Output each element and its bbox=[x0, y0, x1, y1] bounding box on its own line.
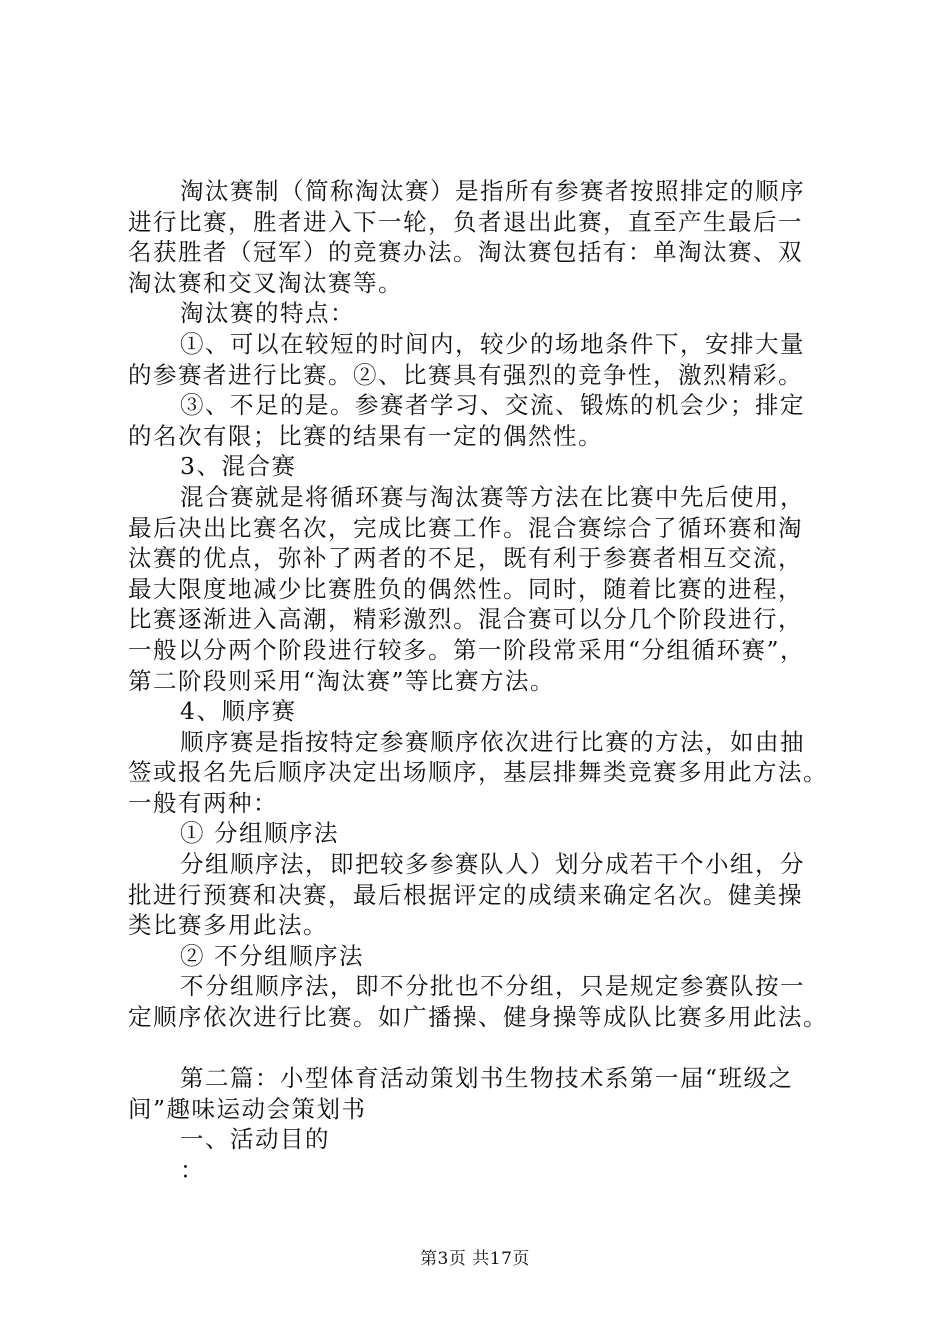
text-line: 一般以分两个阶段进行较多。第一阶段常采用“分组循环赛”， bbox=[128, 635, 806, 664]
text-line: 比赛逐渐进入高潮，精彩激烈。混合赛可以分几个阶段进行， bbox=[128, 605, 803, 634]
text-line: 定顺序依次进行比赛。如广播操、健身操等成队比赛多用此法。 bbox=[128, 1003, 828, 1032]
text-line: 名获胜者（冠军）的竞赛办法。淘汰赛包括有：单淘汰赛、双 bbox=[128, 238, 803, 267]
text-line: 批进行预赛和决赛，最后根据评定的成绩来确定名次。健美操 bbox=[128, 880, 803, 909]
text-line: 4、顺序赛 bbox=[180, 697, 297, 726]
text-line: 第二篇：小型体育活动策划书生物技术系第一届“班级之 bbox=[180, 1064, 794, 1093]
text-line: 分组顺序法，即把较多参赛队人）划分成若干个小组，分 bbox=[180, 850, 805, 879]
page-footer: 第3页 共17页 bbox=[420, 1249, 530, 1269]
text-line: 汰赛的优点，弥补了两者的不足，既有利于参赛者相互交流， bbox=[128, 544, 803, 573]
body-text bbox=[128, 176, 848, 1186]
blank-line bbox=[128, 1033, 848, 1064]
text-line: ： bbox=[180, 1156, 205, 1184]
text-line: 混合赛就是将循环赛与淘汰赛等方法在比赛中先后使用， bbox=[180, 482, 805, 511]
text-line: 一、活动目的 bbox=[180, 1125, 330, 1154]
text-line: 的参赛者进行比赛。②、比赛具有强烈的竞争性，激烈精彩。 bbox=[128, 360, 803, 389]
text-line: 最大限度地减少比赛胜负的偶然性。同时，随着比赛的进程， bbox=[128, 574, 803, 603]
text-line: ③、不足的是。参赛者学习、交流、锻炼的机会少；排定 bbox=[180, 391, 805, 420]
text-line: 3、混合赛 bbox=[180, 452, 297, 481]
text-line: 类比赛多用此法。 bbox=[128, 911, 328, 940]
text-line: 淘汰赛和交叉淘汰赛等。 bbox=[128, 268, 403, 297]
text-line: 第二阶段则采用“淘汰赛”等比赛方法。 bbox=[128, 666, 556, 695]
text-line: ② 不分组顺序法 bbox=[180, 941, 364, 970]
text-line: ①、可以在较短的时间内，较少的场地条件下，安排大量 bbox=[180, 329, 805, 358]
text-line: 签或报名先后顺序决定出场顺序，基层排舞类竞赛多用此方法。 bbox=[128, 758, 828, 787]
text-line: 最后决出比赛名次，完成比赛工作。混合赛综合了循环赛和淘 bbox=[128, 513, 803, 542]
text-line: 不分组顺序法，即不分批也不分组，只是规定参赛队按一 bbox=[180, 972, 805, 1001]
text-line: 的名次有限；比赛的结果有一定的偶然性。 bbox=[128, 421, 603, 450]
text-line: 淘汰赛制（简称淘汰赛）是指所有参赛者按照排定的顺序 bbox=[180, 177, 805, 205]
text-line: 一般有两种： bbox=[128, 788, 278, 817]
text-line: 淘汰赛的特点： bbox=[180, 299, 355, 328]
text-line: 进行比赛，胜者进入下一轮，负者退出此赛，直至产生最后一 bbox=[128, 207, 803, 236]
text-line: 间”趣味运动会策划书 bbox=[128, 1094, 367, 1123]
text-line: 顺序赛是指按特定参赛顺序依次进行比赛的方法，如由抽 bbox=[180, 727, 805, 756]
text-line: ① 分组顺序法 bbox=[180, 819, 339, 848]
